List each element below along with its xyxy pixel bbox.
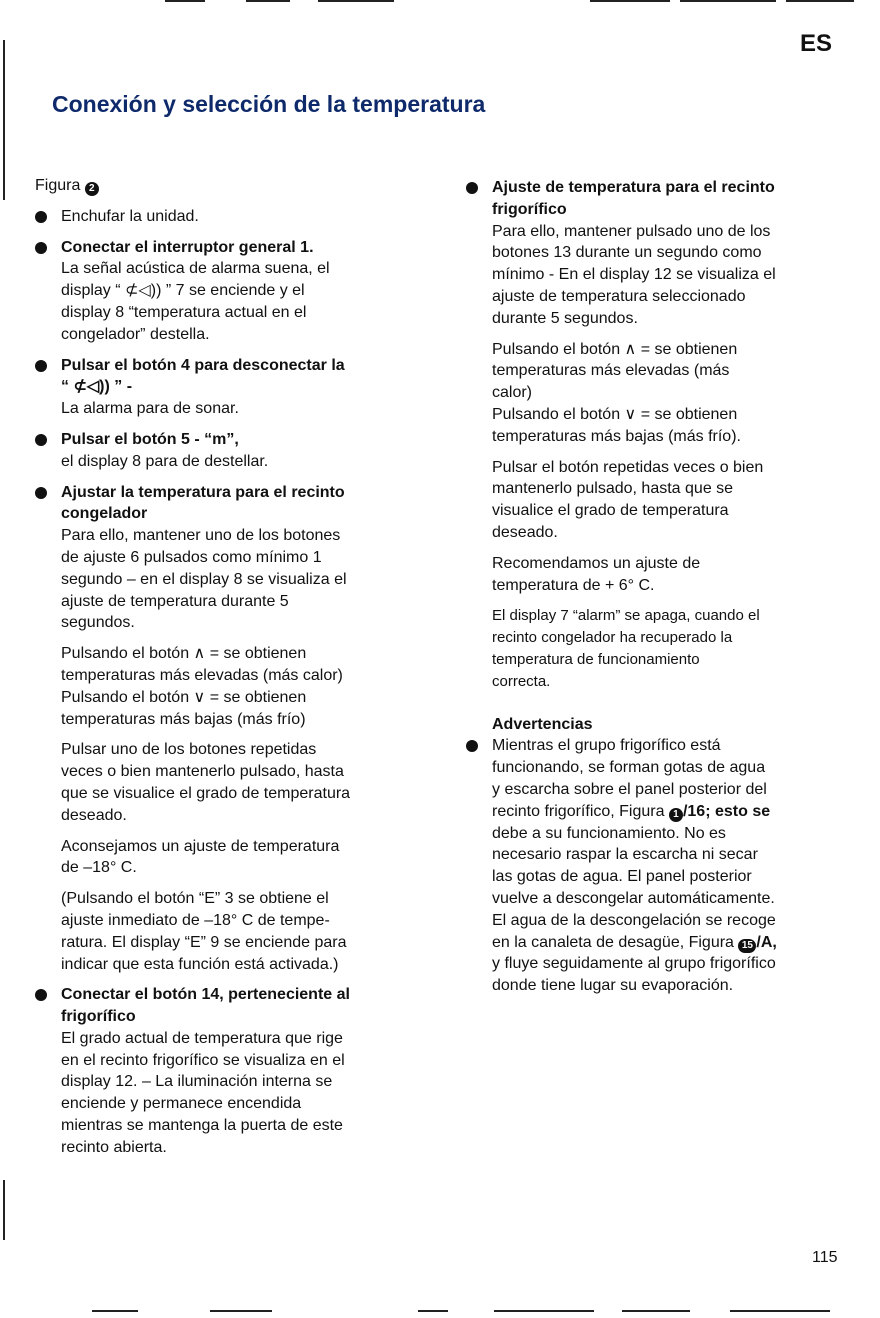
bottom-rule — [418, 1310, 448, 1312]
left-column — [35, 175, 431, 1159]
top-rule — [165, 0, 205, 2]
language-code: ES — [800, 30, 833, 57]
figure-number: 2 — [85, 182, 99, 196]
bullet-icon — [35, 434, 47, 446]
bullet-icon — [35, 360, 47, 372]
top-rule — [246, 0, 290, 2]
bottom-rule — [622, 1310, 690, 1312]
step-fridge-temp: Ajuste de temperatura para el recinto frigorífico Para ello, mantener pulsado uno de los botones 13 durante un segundo como mínimo - En el display 12 se visualiza el ajuste de temperatura seleccionado durante 5 segundos. Pulsando el botón ∧ = se obtienen temperaturas más elevadas (más calor) Pulsando el botón ∨ = se obtienen temperaturas más bajas (más frío). Pulsar el botón repetidas veces o bien mantenerlo pulsado, hasta que se visualice el grado de temperatura deseado. Recomendamos un ajuste de temperatura de + 6° C. El display 7 “alarm” se apaga, cuando el recinto congelador ha recuperado la temperatura de funcionamiento correcta. — [492, 177, 852, 693]
top-rule — [318, 0, 394, 2]
margin-line — [3, 1180, 5, 1240]
top-rule — [786, 0, 854, 2]
step-button-5: Pulsar el botón 5 - “m”, el display 8 para de destellar. — [61, 429, 431, 473]
top-rule — [590, 0, 670, 2]
step-alarm-off: Pulsar el botón 4 para desconectar la “ ⊄◁)) ” - La alarma para de sonar. — [61, 355, 431, 420]
bottom-rule — [210, 1310, 272, 1312]
step-plug-in: Enchufar la unidad. — [61, 206, 431, 228]
bullet-icon — [466, 182, 478, 194]
figure-reference: Figura 2 — [35, 175, 431, 197]
warnings-heading: Advertencias — [492, 715, 593, 733]
right-column — [492, 177, 852, 997]
bullet-icon — [35, 487, 47, 499]
bullet-icon — [35, 989, 47, 1001]
figure-number: 1 — [669, 808, 683, 822]
bullet-icon — [35, 242, 47, 254]
bottom-rule — [730, 1310, 830, 1312]
bullet-icon — [35, 211, 47, 223]
margin-line — [3, 40, 5, 200]
page-number: 115 — [812, 1249, 838, 1266]
bullet-icon — [466, 740, 478, 752]
step-freezer-temp: Ajustar la temperatura para el recinto congelador Para ello, mantener uno de los botones de ajuste 6 pulsados como mínimo 1 segundo – en el display 8 se visualiza el ajuste de temperatura durante 5 segundos. Pulsando el botón ∧ = se obtienen temperaturas más elevadas (más calor) Pulsando el botón ∨ = se obtienen temperaturas más bajas (más frío) Pulsar uno de los botones repetidas veces o bien mantenerlo pulsado, hasta que se visualice el grado de temperatura deseado. Aconsejamos un ajuste de temperatura de –18° C. (Pulsando el botón “E” 3 se obtiene el ajuste inmediato de –18° C de tempe- ratura. El display “E” 9 se enciende para indicar que esta función está activada.) — [61, 482, 431, 976]
page-title: Conexión y selección de la temperatura — [52, 91, 486, 117]
bottom-rule — [92, 1310, 138, 1312]
top-rule — [680, 0, 776, 2]
figure-number: 15 — [738, 939, 756, 953]
bottom-rule — [494, 1310, 594, 1312]
step-fridge-button: Conectar el botón 14, perteneciente al frigorífico El grado actual de temperatura que rige en el recinto frigorífico se visualiza en el display 12. – La iluminación interna se enciende y permanece encendida mientras se mantenga la puerta de este recinto abierta. — [61, 984, 431, 1158]
warning-frost: Mientras el grupo frigorífico está funcionando, se forman gotas de agua y escarcha sobre el panel posterior del recinto frigorífico, Figura 1 /16; esto se debe a su funcionamiento. No es necesario raspar la escarcha ni secar las gotas de agua. El panel posterior vuelve a descongelar automáticamente. El agua de la descongelación se recoge en la canaleta de desagüe, Figura 15 /A, y fluye seguidamente al grupo frigorífico donde tiene lugar su evaporación. — [492, 735, 852, 997]
step-main-switch: Conectar el interruptor general 1. La señal acústica de alarma suena, el display “ ⊄◁)) ” 7 se enciende y el display 8 “temperatura actual en el congelador” destella. — [61, 237, 431, 346]
